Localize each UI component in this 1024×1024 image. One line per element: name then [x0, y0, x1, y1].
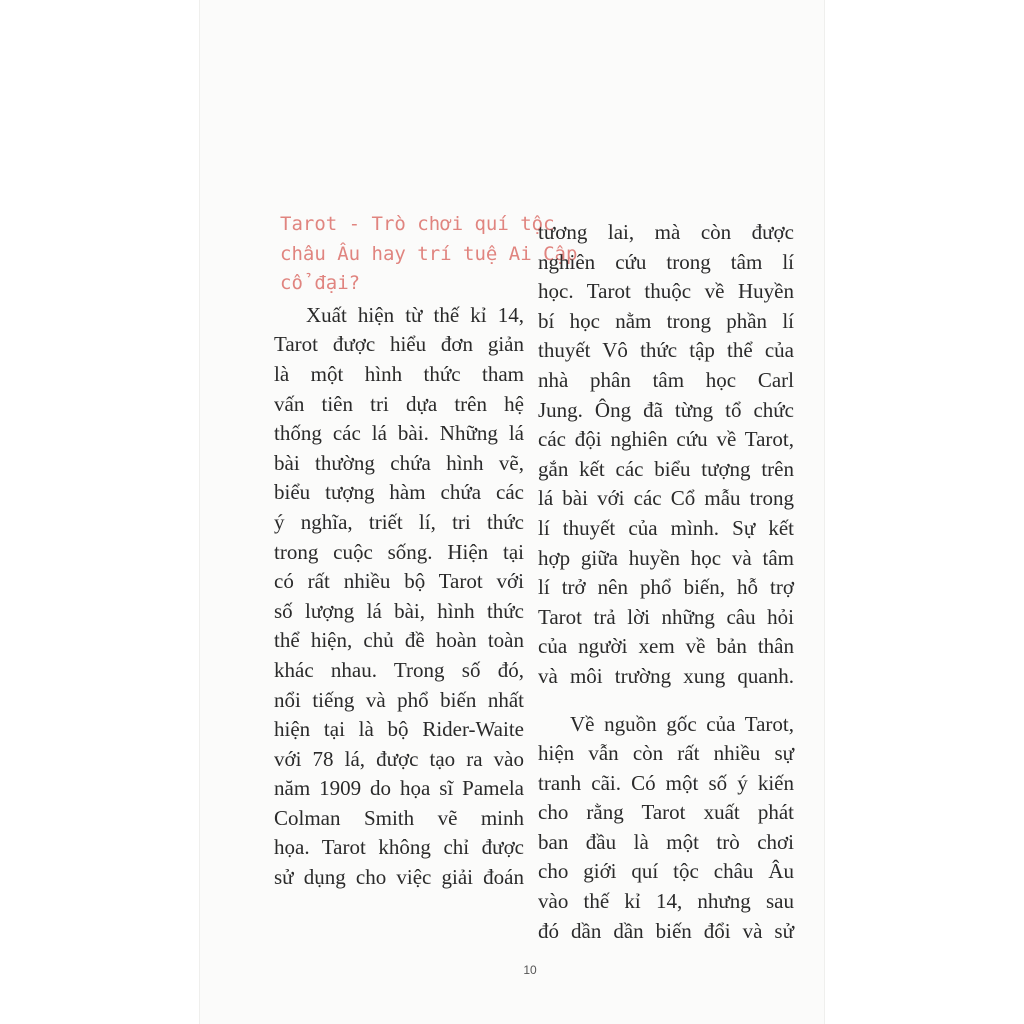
text-line: và môi trường xung quanh.	[538, 663, 794, 688]
text-line: nổi tiếng và phổ biến nhất	[274, 687, 524, 712]
text-line: hợp giữa huyền học và tâm	[538, 545, 794, 570]
left-column	[274, 210, 578, 893]
text-line: với 78 lá, được tạo ra vào	[274, 746, 524, 771]
page-number: 10	[523, 963, 537, 977]
section-heading	[274, 210, 578, 299]
text-line: lí trở nên phổ biến, hỗ trợ	[538, 575, 794, 600]
body-paragraph-1	[274, 301, 524, 893]
text-line: các đội nghiên cứu về Tarot,	[538, 427, 794, 452]
text-line: vấn tiên tri dựa trên hệ	[274, 391, 524, 416]
text-line: của người xem về bản thân	[538, 634, 794, 659]
text-line: năm 1909 do họa sĩ Pamela	[274, 776, 524, 801]
heading-line: cổ đại?	[280, 272, 361, 295]
text-line: đó dần dần biến đổi và sử	[538, 918, 794, 943]
text-line: Jung. Ông đã từng tổ chức	[538, 397, 794, 422]
text-line: sử dụng cho việc giải đoán	[274, 865, 524, 890]
text-line: khác nhau. Trong số đó,	[274, 657, 524, 682]
text-line: thể hiện, chủ đề hoàn toàn	[274, 628, 524, 653]
text-line: tương lai, mà còn được	[538, 220, 794, 244]
text-line: bài thường chứa hình vẽ,	[274, 450, 524, 475]
text-line: họa. Tarot không chỉ được	[274, 835, 524, 860]
text-line: cho rằng Tarot xuất phát	[538, 800, 794, 825]
text-line: ban đầu là một trò chơi	[538, 829, 794, 854]
text-line: Về nguồn gốc của Tarot,	[570, 711, 794, 736]
text-line: tranh cãi. Có một số ý kiến	[538, 770, 794, 795]
text-line: hiện tại là bộ Rider-Waite	[274, 717, 524, 742]
text-line: nhà phân tâm học Carl	[538, 367, 794, 392]
text-line: cho giới quí tộc châu Âu	[538, 859, 794, 884]
text-line: lá bài với các Cổ mẫu trong	[538, 486, 794, 511]
text-line: gắn kết các biểu tượng trên	[538, 456, 794, 481]
text-line: số lượng lá bài, hình thức	[274, 598, 524, 623]
text-line: học. Tarot thuộc về Huyền	[538, 279, 794, 304]
text-line: nghiên cứu trong tâm lí	[538, 249, 794, 274]
text-line: Tarot được hiểu đơn giản	[274, 332, 524, 357]
body-paragraph-1-continued	[538, 218, 794, 692]
text-line: Tarot trả lời những câu hỏi	[538, 604, 794, 629]
text-line: vào thế kỉ 14, nhưng sau	[538, 889, 794, 914]
text-line: trong cuộc sống. Hiện tại	[274, 539, 524, 564]
text-line: có rất nhiều bộ Tarot với	[274, 569, 524, 594]
text-line: là một hình thức tham	[274, 361, 524, 386]
text-line: hiện vẫn còn rất nhiều sự	[538, 741, 794, 766]
heading-line: Tarot - Trò chơi quí tộc	[280, 213, 555, 235]
heading-line: châu Âu hay trí tuệ Ai Cập	[280, 242, 578, 265]
right-column	[538, 218, 794, 946]
text-line: bí học nằm trong phần lí	[538, 308, 794, 333]
text-line: biểu tượng hàm chứa các	[274, 480, 524, 505]
text-line: thống các lá bài. Những lá	[274, 421, 524, 446]
text-line: ý nghĩa, triết lí, tri thức	[274, 509, 524, 534]
text-line: lí thuyết của mình. Sự kết	[538, 515, 794, 540]
body-paragraph-2	[538, 710, 794, 947]
text-line: Colman Smith vẽ minh	[274, 805, 524, 830]
text-line: Xuất hiện từ thế kỉ 14,	[306, 302, 524, 327]
paragraph-gap	[538, 692, 794, 710]
text-line: thuyết Vô thức tập thể của	[538, 338, 794, 363]
